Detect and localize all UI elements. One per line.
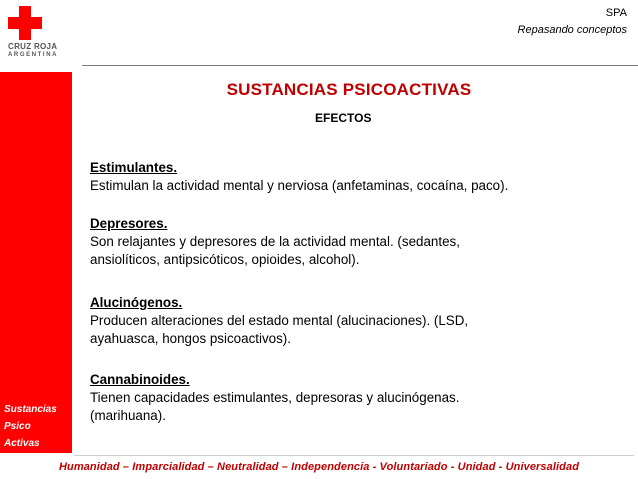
footer-divider xyxy=(74,455,634,456)
item-heading: Cannabinoides. xyxy=(90,372,190,387)
page-title: SUSTANCIAS PSICOACTIVAS xyxy=(226,80,472,99)
item-text-line: (marihuana). xyxy=(90,408,166,423)
logo-text-line1: CRUZ ROJA xyxy=(8,42,58,51)
item-text-line: Tienen capacidades estimulantes, depresoras y alucinógenas. xyxy=(90,390,460,405)
section-heading: EFECTOS xyxy=(315,111,372,125)
item-text-line: Producen alteraciones del estado mental (alucinaciones). (LSD, xyxy=(90,313,469,328)
item-estimulantes xyxy=(90,159,508,195)
header-spa: SPA xyxy=(605,7,627,19)
sidebar-label-sustancias: Sustancias xyxy=(4,404,57,415)
logo-text-line2: ARGENTINA xyxy=(8,52,59,58)
item-text-line: ansiolíticos, antipsicóticos, opioides, alcohol). xyxy=(90,252,360,267)
item-heading: Depresores. xyxy=(90,216,168,231)
sidebar-label-psico: Psico xyxy=(4,421,31,432)
header-subtitle: Repasando conceptos xyxy=(517,24,627,36)
red-cross-icon xyxy=(8,6,42,40)
item-alucinogenos xyxy=(90,294,468,348)
cruz-roja-logo xyxy=(8,6,68,58)
item-text-line: ayahuasca, hongos psicoactivos). xyxy=(90,331,291,346)
item-text-line: Son relajantes y depresores de la actividad mental. (sedantes, xyxy=(90,234,460,249)
item-text-line: Estimulan la actividad mental y nerviosa (anfetaminas, cocaína, paco). xyxy=(90,178,509,193)
header-divider xyxy=(82,65,638,66)
sidebar-label-activas: Activas xyxy=(4,438,40,449)
item-depresores xyxy=(90,215,460,269)
item-heading: Alucinógenos. xyxy=(90,295,183,310)
item-heading: Estimulantes. xyxy=(90,160,178,175)
footer-principles: Humanidad – Imparcialidad – Neutralidad – Independencia - Voluntariado - Unidad - Universalidad xyxy=(58,461,580,473)
item-cannabinoides xyxy=(90,371,459,425)
sidebar-red-bar xyxy=(0,72,72,453)
